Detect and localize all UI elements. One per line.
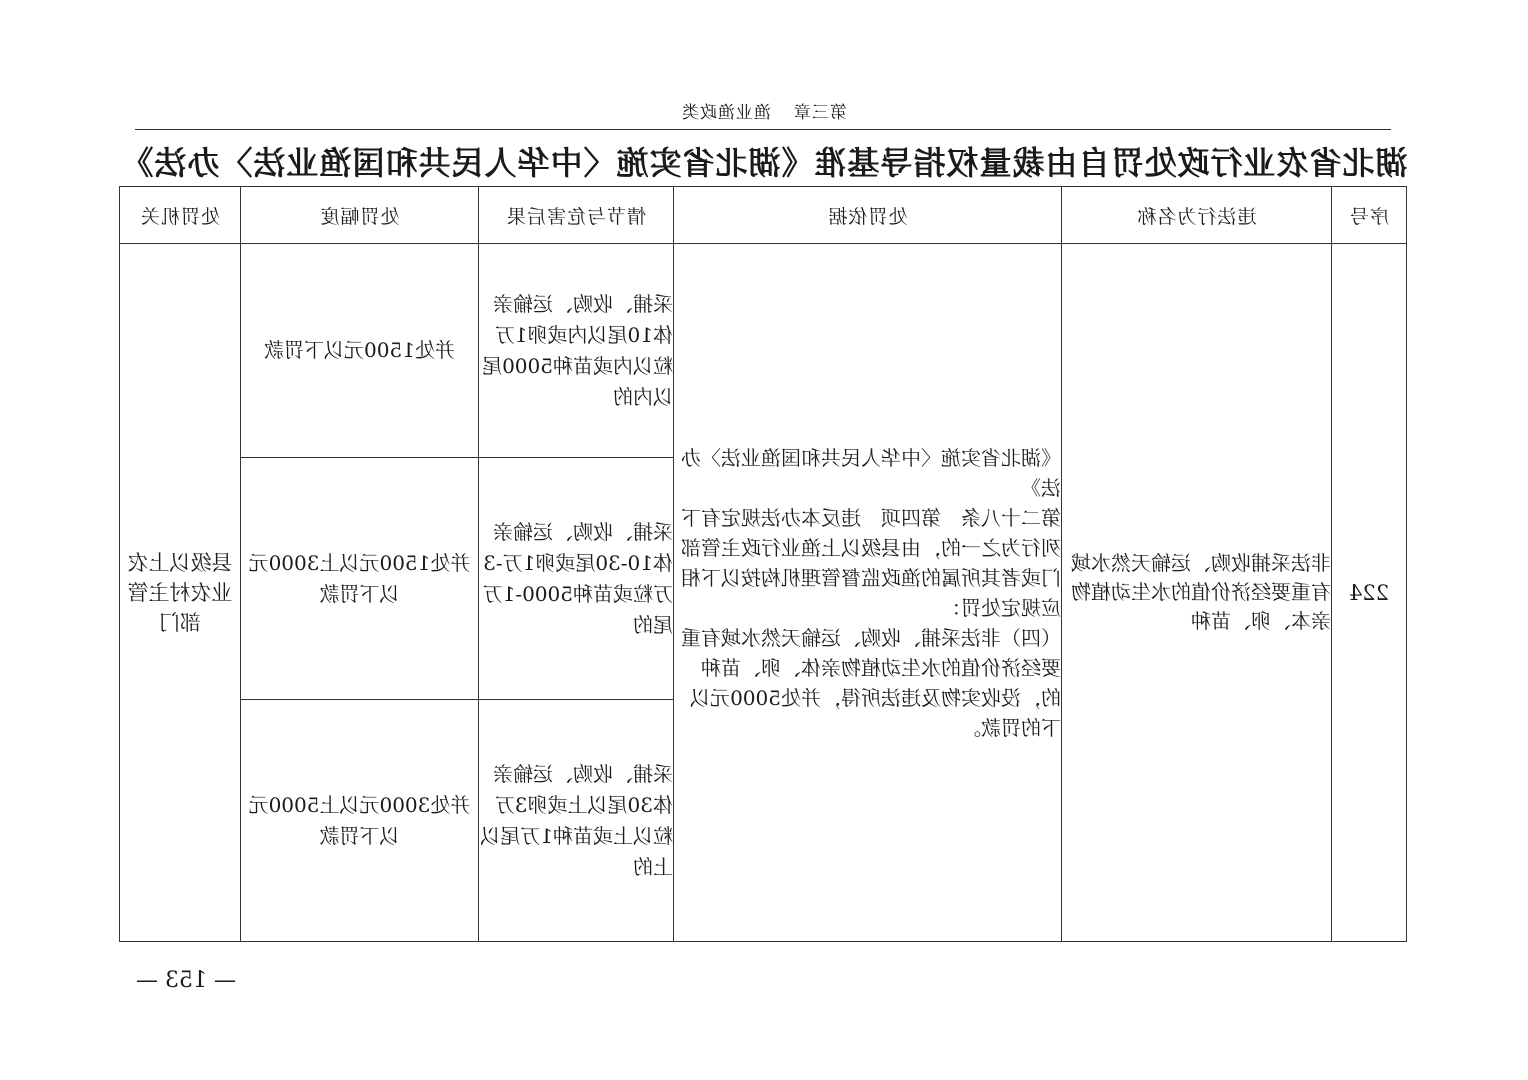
column-header-seq: 序号 bbox=[1332, 187, 1407, 244]
column-header-authority: 处罚机关 bbox=[120, 187, 241, 244]
violation-cell: 非法采捕收购、运输天然水域有重要经济价值的水生动植物亲本、卵、苗种 bbox=[1062, 244, 1332, 942]
basis-law-title: 《湖北省实施〈中华人民共和国渔业法〉办法》 bbox=[681, 445, 1061, 500]
document-title: 湖北省农业行政处罚自由裁量权指导基准《湖北省实施〈中华人民共和国渔业法〉办法》 bbox=[120, 144, 1408, 182]
column-header-basis: 处罚依据 bbox=[674, 187, 1062, 244]
circumstances-cell: 采捕、收购、运输亲体30尾以上或卵3万粒以上或苗种1万尾以上的 bbox=[479, 700, 674, 942]
penalty-table bbox=[119, 186, 1407, 942]
header-rule bbox=[135, 129, 1391, 130]
column-header-penalty: 处罚幅度 bbox=[241, 187, 479, 244]
chapter-label: 第三章 bbox=[793, 103, 847, 123]
penalty-cell: 并处1500元以上3000元以下罚款 bbox=[241, 458, 479, 700]
column-header-violation: 违法行为名称 bbox=[1062, 187, 1332, 244]
seq-cell: 224 bbox=[1332, 244, 1407, 942]
circumstances-cell: 采捕、收购、运输亲体10尾以内或卵1万粒以内或苗种5000尾以内的 bbox=[479, 244, 674, 458]
authority-cell: 县级以上农业农村主管部门 bbox=[120, 244, 241, 942]
basis-cell bbox=[674, 244, 1062, 942]
penalty-cell: 并处3000元以上5000元以下罚款 bbox=[241, 700, 479, 942]
penalty-cell: 并处1500元以下罚款 bbox=[241, 244, 479, 458]
column-header-circumstances: 情节与危害后果 bbox=[479, 187, 674, 244]
running-header bbox=[0, 98, 1528, 123]
page-number: — 153 — bbox=[136, 968, 236, 993]
section-label: 渔业渔政类 bbox=[681, 103, 771, 123]
basis-item: （四）非法采捕、收购、运输天然水域有重要经济价值的水生动植物亲体、卵、苗种的，没收实物及违法所得，并处5000元以下的罚款。 bbox=[681, 625, 1061, 740]
table-header-row bbox=[120, 187, 1407, 244]
table-row bbox=[120, 244, 1407, 458]
basis-article: 第二十八条 第四项 违反本办法规定有下列行为之一的，由县级以上渔业行政主管部门或者其所属的渔政监督管理机构按以下相应规定处罚： bbox=[681, 505, 1061, 620]
circumstances-cell: 采捕、收购、运输亲体10-30尾或卵1万-3万粒或苗种5000-1万尾的 bbox=[479, 458, 674, 700]
